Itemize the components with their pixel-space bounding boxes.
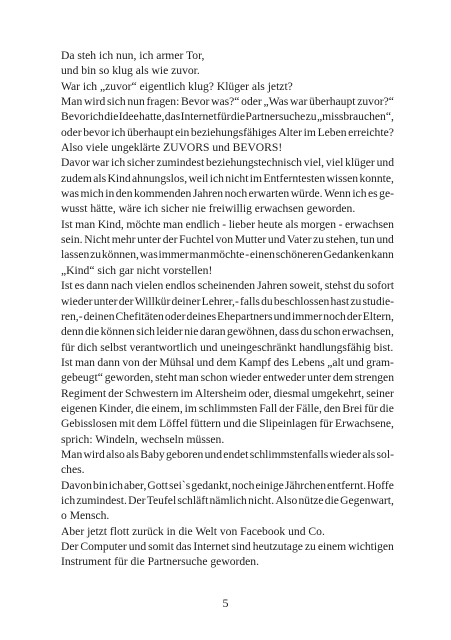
text-word: sich [106,95,126,109]
text-line [61,478,394,493]
text-word: schlimmstenfalls [249,447,329,461]
text-word: daran [199,325,226,339]
text-word: Man [61,95,83,109]
text-word: Mühsal [159,355,195,369]
text-word: nämlich [209,493,247,507]
text-word: zu [304,540,316,553]
text-word: Lebens [291,355,325,369]
text-word: zumindest. [76,493,127,507]
text-word: strengen [354,371,394,385]
text-word: überhaupt [309,95,356,109]
text-word: deinen [83,309,115,323]
text-line [61,386,394,401]
text-word: ich [108,478,123,492]
text-word: noch [231,478,255,492]
text-word: und [346,355,364,369]
text-word: schon [200,371,228,385]
text-word: und [273,309,291,323]
text-word: sofort [366,279,394,293]
text-word: gram- [366,355,394,369]
text-word: sind [231,540,251,553]
text-word: man [75,355,95,369]
text-word: was [61,187,80,201]
text-word: Fuchtel [179,233,214,247]
text-word: Kind, [97,217,124,231]
text-word: Eltern, [362,309,394,323]
text-word: sei`s [169,478,191,492]
text-word: der [108,386,123,400]
text-word: entweder [262,371,306,385]
text-word: Lehrer,- [201,294,239,308]
text-word: dass [279,325,300,339]
text-word: somit [148,540,174,553]
text-word: zu [90,248,102,262]
text-line: Aber jetzt flott zurück in die Welt von Facebook und Co. [61,524,325,538]
text-word: man [178,371,199,385]
text-word: dem [136,417,157,431]
text-word: für [364,401,378,415]
text-word: also [106,447,125,461]
text-word: „Was [263,95,289,109]
text-word: den [115,187,133,201]
text-word: gedankt, [191,478,231,492]
text-word: diesmal [273,386,310,400]
text-word: ich [111,125,126,139]
text-word: die [85,325,100,339]
text-word: war [91,156,110,170]
text-word: der [346,309,362,323]
text-word: Fälle, [295,401,322,415]
text-line [61,125,394,140]
text-word: als [93,171,107,185]
text-word: Ist [61,355,73,369]
text-word: die [230,110,246,124]
text-word: Wenn [324,187,351,201]
text-word: die [242,417,257,431]
text-line [61,94,394,109]
text-word: deines [186,309,217,323]
text-word: oder [241,95,262,109]
text-word: Teufel [146,493,177,507]
text-word: sein. [61,233,83,247]
text-word: viel, [303,156,325,170]
text-word: ich [89,110,104,124]
text-line: War ich „zuvor“ eigentlich klug? Klüger als jetzt? [61,79,293,93]
text-word: erwachsen, [342,325,394,339]
text-word: Gegenwart, [340,493,394,507]
text-word: Mutter [234,233,267,247]
text-word: scheinenden [197,279,256,293]
text-word: die [135,401,150,415]
text-word: Jahren [257,279,288,293]
text-word: und [376,156,394,170]
text-word: bin [92,478,108,492]
text-word: Also [275,493,298,507]
text-word: tun [359,233,375,247]
text-word: beziehungstechnisch [206,156,302,170]
text-word: dem [332,371,353,385]
text-word: zuvor?“ [357,95,394,109]
text-word: aber, [123,478,147,492]
text-word: du [353,279,365,293]
text-word: sol- [376,447,394,461]
text-word: ein [175,125,190,139]
text-line: „Kind“ sich gar nicht vorstellen! [61,263,213,277]
text-word: Man [61,447,83,461]
text-line: und bin so klug als wie zuvor. [61,64,200,78]
text-word: einige [255,478,284,492]
text-word: schöneren [275,248,323,262]
text-word: als [362,447,376,461]
text-word: mehr [111,233,136,247]
text-word: stehen, [325,233,359,247]
text-word: schläft [177,493,209,507]
text-word: wieder [329,447,362,461]
text-line [61,447,394,462]
text-word: endet [223,447,249,461]
text-word: Entferntesten [263,171,326,185]
text-word: mich [80,187,104,201]
text-word: nach [111,279,133,293]
text-word: zumindest [156,156,205,170]
text-word: Bevor [181,95,210,109]
text-word: man [163,217,183,231]
text-word: Erwachsene, [335,417,394,431]
text-word: ahnungslos, [132,171,188,185]
text-word: ich [209,171,224,185]
text-word: der [118,294,134,308]
text-line [61,416,394,431]
text-word: es [74,279,85,293]
text-line [61,109,394,124]
text-word: sicher [127,156,155,170]
text-word: gebeugt“ [61,371,103,385]
text-word: man [75,217,96,231]
text-word: man [189,248,210,262]
text-line [61,155,394,170]
text-word: in [105,187,115,201]
text-word: und [376,233,394,247]
text-line [61,171,394,186]
text-word: Gott [147,478,168,492]
text-word: soweit, [289,279,323,293]
text-word: fragen: [146,95,180,109]
text-word: überhaupt [127,125,174,139]
text-word: ge- [379,187,394,201]
text-word: Ist [61,217,73,231]
text-word: noch [224,187,248,201]
text-word: wieder [229,371,262,385]
text-line: ches. [61,463,85,477]
text-word: Davon [61,478,92,492]
text-word: Internet [180,110,217,124]
text-word: der [279,401,294,415]
text-word: Regiment [61,386,107,400]
text-word: es [368,187,378,201]
text-word: leider [156,325,183,339]
text-word: „missbrauchen“, [316,110,394,124]
text-word: im [180,386,193,400]
text-word: hatte, [139,110,165,124]
text-word: können [100,325,135,339]
text-line: o Mensch. [61,509,110,523]
text-word: und [196,355,215,369]
text-word: das [175,540,192,553]
text-word: einem, [151,401,183,415]
text-word: bevor [83,125,110,139]
text-word: schlimmsten [198,401,258,415]
text-word: Internet [193,540,230,553]
text-word: mit [119,417,135,431]
text-word: und [267,233,286,247]
text-word: Bevor [61,110,90,124]
text-word: für [319,417,333,431]
text-word: - [338,217,343,231]
text-word: du [261,294,273,308]
text-word: und [223,417,241,431]
text-word: wird [83,447,105,461]
text-word: du [300,325,313,339]
text-word: im [184,401,197,415]
text-word: möchte [210,248,245,262]
text-word: weil [188,171,209,185]
text-line [61,355,394,370]
text-word: immer [158,248,189,262]
text-word: schon [313,325,341,339]
text-word: viel [325,156,344,170]
text-word: Kinder, [98,401,134,415]
text-word: würde. [290,187,323,201]
text-word: oder [61,125,82,139]
text-word: und [204,447,223,461]
text-line: sprich: Windeln, wechseln müssen. [61,432,225,446]
text-word: ich [111,156,126,170]
text-word: der [162,233,178,247]
text-word: zudem [61,171,92,185]
text-line: Instrument für die Partnersuche geworden. [61,555,259,569]
text-word: Kind [107,171,131,185]
text-word: Brei [342,401,363,415]
text-line [61,294,394,309]
text-word: wissen [326,171,359,185]
text-word: die [379,401,394,415]
text-word: Ist [61,279,73,293]
text-word: möchte [126,217,161,231]
text-word: als [285,217,299,231]
text-word: das [164,110,181,124]
text-word: Der [128,493,146,507]
text-word: Gedanken [323,248,371,262]
text-word: umgekehrt, [311,386,365,400]
text-word: Jährchen [284,478,327,492]
text-word: heutzutage [252,540,303,553]
text-word: Baby [140,447,165,461]
text-word: studie- [362,294,394,308]
text-word: Der [61,540,79,553]
text-word: und [128,540,147,553]
text-word: dann [97,355,120,369]
text-word: zu [305,110,317,124]
text-word: erwarten [248,187,290,201]
text-word: nicht. [248,493,275,507]
text-word: Altersheim [194,386,247,400]
text-line [61,278,394,293]
text-word: dann [86,279,109,293]
text-word: Löffel [159,417,188,431]
text-word: den [323,401,341,415]
text-word: unter [307,371,332,385]
text-word: heute [257,217,283,231]
text-word: dem [216,355,237,369]
text-word: im [249,171,263,185]
body-text [61,48,394,570]
text-word: Slipeinlagen [259,417,318,431]
text-line: für dich selbst verantwortlich und uneingeschränkt handlungsfähig bist. [61,340,394,354]
text-word: gewöhnen, [227,325,278,339]
text-word: füttern [190,417,221,431]
text-word: als [126,447,139,461]
text-word: - [245,248,250,262]
text-word: nie [184,325,199,339]
text-word: können, [101,248,139,262]
text-word: Kampf [238,355,272,369]
text-word: entfernt. [327,478,366,492]
text-line [61,247,394,262]
text-word: geboren [166,447,204,461]
text-word: nun [127,95,145,109]
text-word: denn [61,325,84,339]
text-line [61,186,394,201]
text-word: eigenen [61,401,98,415]
text-line [61,232,394,247]
text-word: Fall [259,401,278,415]
text-word: Hoffe [367,478,394,492]
text-line [61,217,394,232]
text-word: vielen [135,279,164,293]
text-word: die [104,110,119,124]
text-word: Schwestern [125,386,179,400]
text-word: wichtigen [348,540,394,553]
text-line [61,370,394,385]
text-word: nicht [225,171,249,185]
text-word: was [139,248,158,262]
text-line: Da steh ich nun, ich armer Tor, [61,49,205,62]
text-word: „alt [327,355,344,369]
text-line: Also viele ungeklärte ZUVORS und BEVORS! [61,141,283,155]
text-word: wird [83,95,106,109]
text-word: hast [330,294,350,308]
text-word: - [222,217,227,231]
text-word: die [324,493,339,507]
text-word: oder [164,309,186,323]
text-word: einem [317,540,347,553]
text-word: geworden, [104,371,154,385]
text-word: kann [371,248,394,262]
text-word: Alter [278,125,303,139]
text-word: Computer [80,540,127,553]
text-word: beschlossen [273,294,330,308]
text-word: Gebisslosen [61,417,118,431]
text-word: noch [323,309,346,323]
text-word: nütze [298,493,324,507]
text-word: endlos [165,279,196,293]
text-word: was?“ [211,95,240,109]
text-word: erwachsen [345,217,394,231]
text-word: einen [249,248,275,262]
text-word: deiner [171,294,201,308]
text-word: morgen [300,217,336,231]
text-word: unter [93,294,118,308]
text-word: Davor [61,156,90,170]
text-word: wieder [61,294,93,308]
text-word: ich [352,187,367,201]
text-word: beziehungsfähiges [190,125,277,139]
text-word: Vater [286,233,312,247]
text-word: für [217,110,231,124]
text-line [61,324,394,339]
text-word: sich [136,325,155,339]
text-word: falls [239,294,260,308]
text-word: klüger [345,156,375,170]
text-word: von [122,355,140,369]
text-line [61,539,394,554]
page-number: 5 [222,596,229,610]
text-word: Chefitäten [115,309,164,323]
text-word: kommenden [134,187,192,201]
text-word: war [290,95,308,109]
text-word: immer [292,309,323,323]
text-line [61,309,394,324]
text-word: des [273,355,289,369]
text-word: Partnersuche [245,110,306,124]
text-word: im [303,125,316,139]
text-word: zu [313,233,325,247]
text-word: der [142,355,157,369]
text-word: Willkür [134,294,171,308]
text-word: steht [155,371,178,385]
text-word: Jahren [192,187,224,201]
text-word: zu [350,294,362,308]
text-word: Nicht [84,233,111,247]
text-word: Leben [317,125,347,139]
text-line: wusst hätte, wäre ich sicher nie freiwillig erwachsen geworden. [61,202,356,216]
text-word: seiner [366,386,394,400]
text-word: Idee [118,110,139,124]
text-word: unter [137,233,162,247]
text-word: endlich [185,217,220,231]
text-line [61,493,394,508]
text-word: stehst [324,279,352,293]
text-word: lieber [228,217,256,231]
text-word: ich [61,493,76,507]
text-word: konnte, [359,171,394,185]
text-word: von [215,233,234,247]
text-word: erreichte? [348,125,394,139]
text-word: oder, [248,386,272,400]
text-word: ren,- [61,309,83,323]
text-word: Ehepartners [217,309,273,323]
text-line [61,401,394,416]
text-word: lassen [61,248,90,262]
